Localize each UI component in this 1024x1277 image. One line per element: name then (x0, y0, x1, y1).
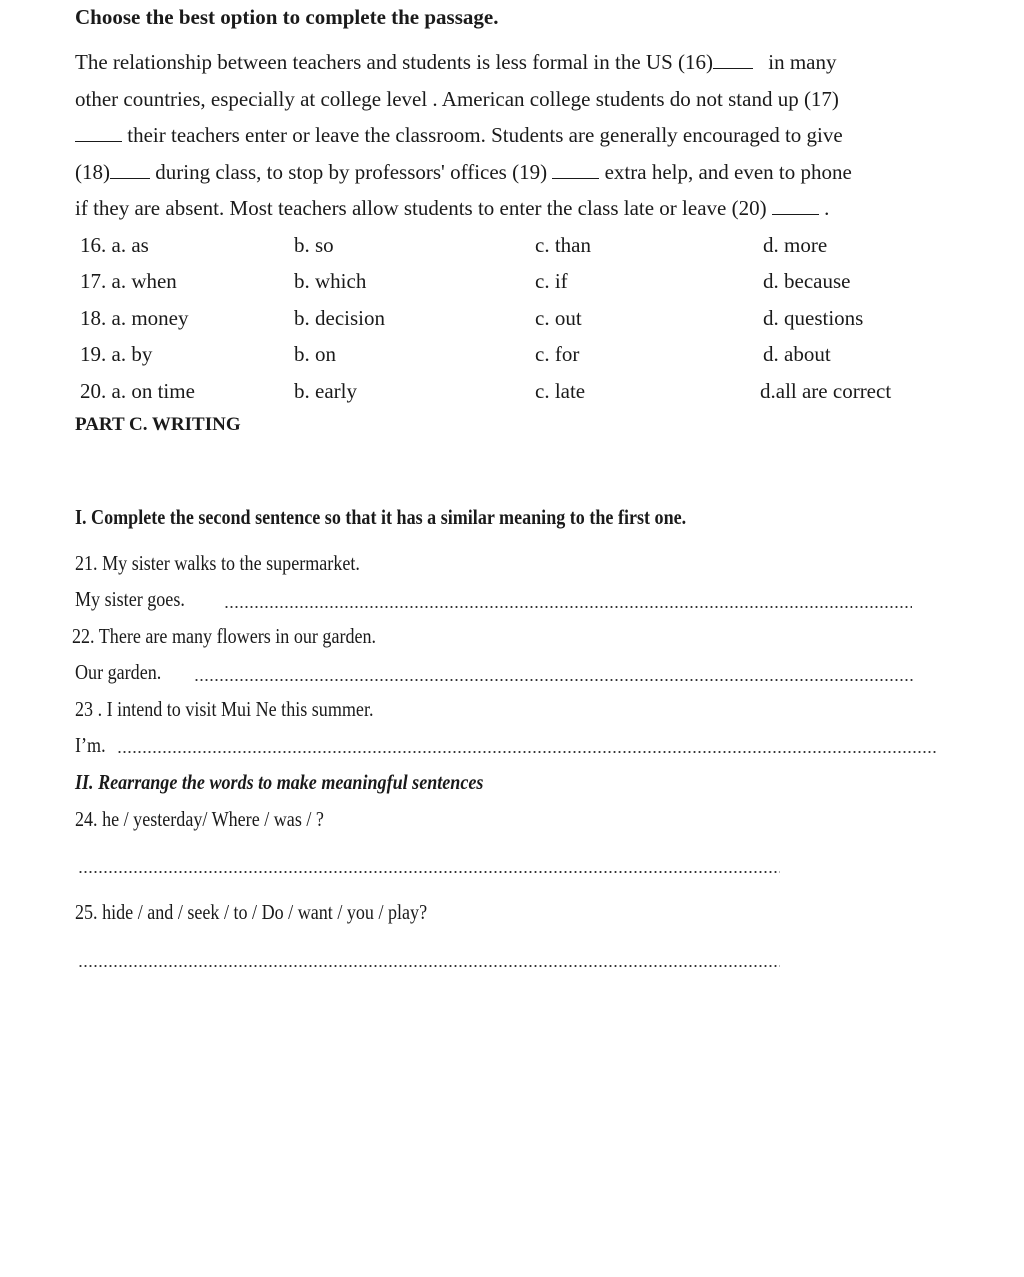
prompt-text: 23 . I intend to visit Mui Ne this summer. (75, 697, 374, 721)
option-a[interactable]: 17. a. when (80, 269, 177, 293)
passage-text: The relationship between teachers and students is less formal in the US (16) (75, 50, 713, 74)
answer-line-23[interactable] (117, 751, 937, 753)
option-c[interactable]: c. for (535, 342, 580, 366)
blank-20[interactable] (772, 198, 819, 215)
option-b[interactable]: b. which (294, 269, 367, 293)
part-c-title: PART C. WRITING (75, 414, 241, 435)
passage-text: extra help, and even to phone (599, 160, 852, 184)
answer-line-25[interactable] (78, 965, 780, 967)
option-a[interactable]: 16. a. as (80, 233, 149, 257)
option-c[interactable]: c. late (535, 379, 586, 403)
option-d[interactable]: d. about (763, 342, 831, 366)
answer-line-22[interactable] (194, 679, 914, 681)
passage-text: their teachers enter or leave the classroom. Students are generally encouraged to give (122, 123, 843, 147)
question-21-start (75, 587, 203, 612)
section-2-title-text: II. Rearrange the words to make meaningful sentences (75, 770, 484, 794)
option-c[interactable]: c. if (535, 269, 568, 293)
option-a[interactable]: 20. a. on time (80, 379, 195, 403)
option-b[interactable]: b. early (294, 379, 357, 403)
option-c[interactable]: c. out (535, 306, 582, 330)
passage-line-2: other countries, especially at college level . American college students do not stand up (17) (75, 87, 839, 111)
section-1-title-text: I. Complete the second sentence so that it has a similar meaning to the first one. (75, 505, 687, 529)
answer-line-24[interactable] (78, 871, 780, 873)
question-23-prompt (75, 697, 422, 722)
passage-line-1 (75, 50, 837, 75)
passage-line-5 (75, 196, 829, 221)
start-text: Our garden. (75, 660, 162, 684)
section-2-title (75, 770, 550, 795)
blank-18[interactable] (110, 162, 150, 179)
passage-text: (18) (75, 160, 110, 184)
passage-text: during class, to stop by professors' offices (19) (150, 160, 553, 184)
option-d[interactable]: d. more (763, 233, 828, 257)
blank-16[interactable] (713, 52, 753, 69)
option-d[interactable]: d. because (763, 269, 851, 293)
option-c[interactable]: c. than (535, 233, 591, 257)
blank-17[interactable] (75, 125, 122, 142)
section-title: Choose the best option to complete the passage. (75, 5, 499, 29)
question-25-prompt (75, 900, 484, 925)
option-a[interactable]: 19. a. by (80, 342, 153, 366)
prompt-text: 24. he / yesterday/ Where / was / ? (75, 807, 324, 831)
prompt-text: 25. hide / and / seek / to / Do / want / you / play? (75, 900, 428, 924)
passage-text: in many (763, 50, 837, 74)
option-b[interactable]: b. so (294, 233, 334, 257)
passage-line-3 (75, 123, 843, 148)
prompt-text: 21. My sister walks to the supermarket. (75, 551, 360, 575)
passage-text: if they are absent. Most teachers allow students to enter the class late or leave (20) (75, 196, 772, 220)
section-1-title (75, 505, 786, 530)
passage-text: . (818, 196, 830, 220)
question-21-prompt (75, 551, 406, 576)
option-b[interactable]: b. decision (294, 306, 385, 330)
option-d[interactable]: d.all are correct (760, 379, 892, 403)
option-d[interactable]: d. questions (763, 306, 864, 330)
option-a[interactable]: 18. a. money (80, 306, 189, 330)
passage-line-4 (75, 160, 852, 185)
prompt-text: 22. There are many flowers in our garden. (72, 624, 377, 648)
question-22-start (75, 660, 175, 685)
option-b[interactable]: b. on (294, 342, 336, 366)
blank-19[interactable] (552, 162, 599, 179)
start-text: I’m. (75, 733, 106, 757)
answer-line-21[interactable] (224, 606, 912, 608)
start-text: My sister goes. (75, 587, 185, 611)
question-22-prompt (72, 624, 426, 649)
question-24-prompt (75, 807, 364, 832)
question-23-start (75, 733, 111, 758)
